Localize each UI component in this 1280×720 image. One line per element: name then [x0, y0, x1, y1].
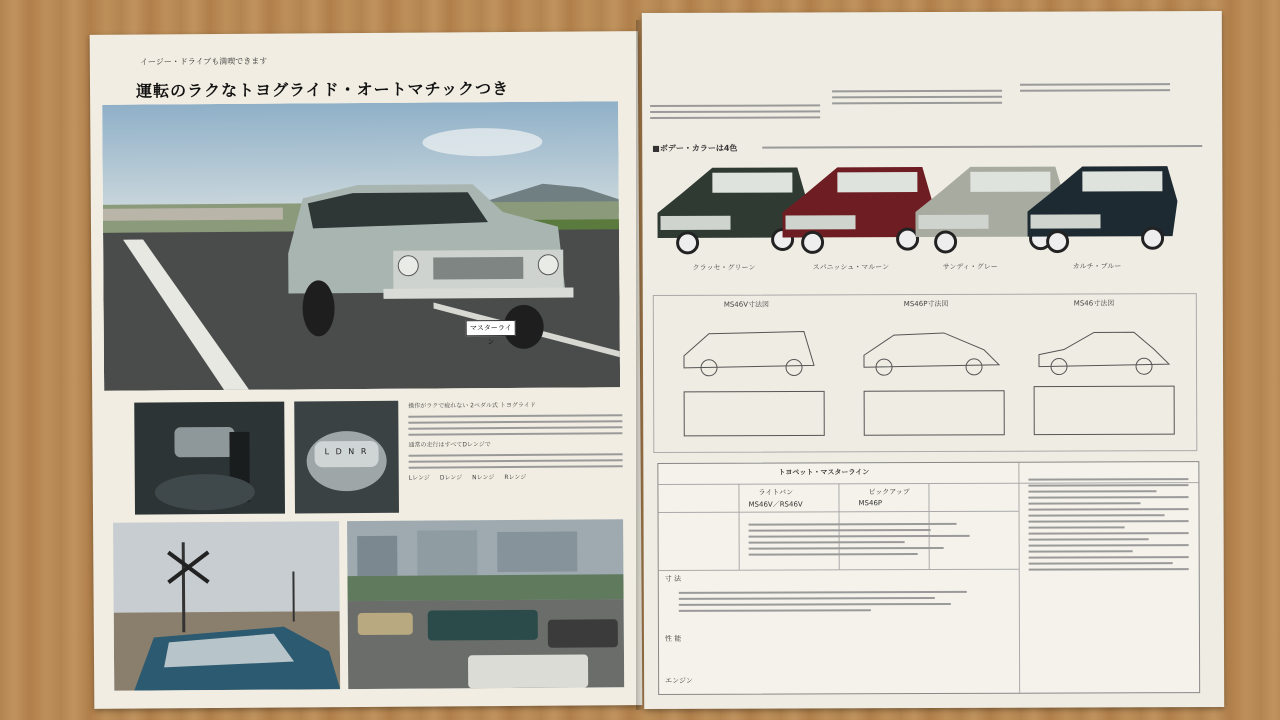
railroad-crossing-svg — [113, 521, 340, 691]
table-head-van: ライトバン — [758, 488, 794, 497]
diagram-label-pickup: MS46P寸法図 — [903, 299, 949, 309]
body-color-subtitle — [762, 145, 1202, 149]
table-head-pickup: ピックアップ — [868, 488, 910, 497]
intro-text-3 — [1020, 79, 1170, 96]
table-section-performance: 性 能 — [664, 634, 682, 643]
car-green — [657, 167, 807, 253]
city-traffic-svg — [347, 519, 624, 689]
railroad-crossing-photo — [113, 521, 340, 691]
range-d: Dレンジ — [439, 474, 463, 482]
color-label-grey: サンディ・グレー — [942, 262, 998, 271]
intro-text-2 — [832, 86, 1002, 109]
body-color-title: ■ボデー・カラーは4色 — [652, 143, 738, 153]
hero-car-photo — [102, 101, 620, 391]
car-maroon — [782, 167, 932, 253]
right-spec-column — [1028, 474, 1188, 575]
dimension-values — [679, 587, 999, 616]
table-model-pickup: MS46P — [858, 499, 883, 508]
range-n: Nレンジ — [472, 474, 495, 482]
license-plate: マスターライン — [466, 320, 516, 336]
diagram-label-sedan: MS46寸法図 — [1073, 299, 1115, 308]
color-cars-svg — [652, 156, 1192, 258]
dimension-diagrams — [653, 293, 1198, 453]
kicker-text: イージー・ドライブも満喫できます — [139, 56, 268, 67]
intro-text-1 — [650, 100, 820, 123]
pedal-photo — [134, 402, 285, 515]
brochure-left-page — [90, 31, 643, 709]
page-headline: 運転のラクなトヨグライド・オートマチックつき — [135, 78, 510, 101]
selector-letters: L D N R — [324, 446, 369, 457]
table-model-van: MS46V／RS46V — [748, 500, 803, 509]
spec-table — [657, 461, 1200, 695]
blueprint-svg — [654, 294, 1195, 446]
color-label-green: クラッセ・グリーン — [692, 263, 756, 272]
table-section-engine: エンジン — [665, 676, 693, 685]
table-section-dimensions: 寸 法 — [664, 574, 682, 583]
diagram-label-van: MS46V寸法図 — [723, 300, 770, 309]
range-l: Lレンジ — [408, 474, 430, 482]
description-para-1: 操作がラクで疲れない 2ペダル式 トヨグライド — [408, 401, 536, 410]
brochure-right-page — [642, 11, 1224, 709]
spec-values — [749, 519, 1009, 560]
gear-selector-svg — [294, 401, 399, 514]
description-para-2: 通常の走行はすべてDレンジで — [408, 441, 491, 449]
range-r: Rレンジ — [504, 473, 527, 482]
color-label-blue: カルチ・ブルー — [1072, 262, 1122, 271]
hero-photo-svg — [102, 101, 620, 391]
table-title: トヨペット・マスターライン — [778, 468, 870, 477]
pedal-photo-svg — [134, 402, 285, 515]
automatic-description — [408, 399, 623, 483]
city-traffic-photo — [347, 519, 624, 689]
color-label-maroon: スパニッシュ・マルーン — [812, 263, 890, 272]
gear-selector-photo — [294, 401, 399, 514]
